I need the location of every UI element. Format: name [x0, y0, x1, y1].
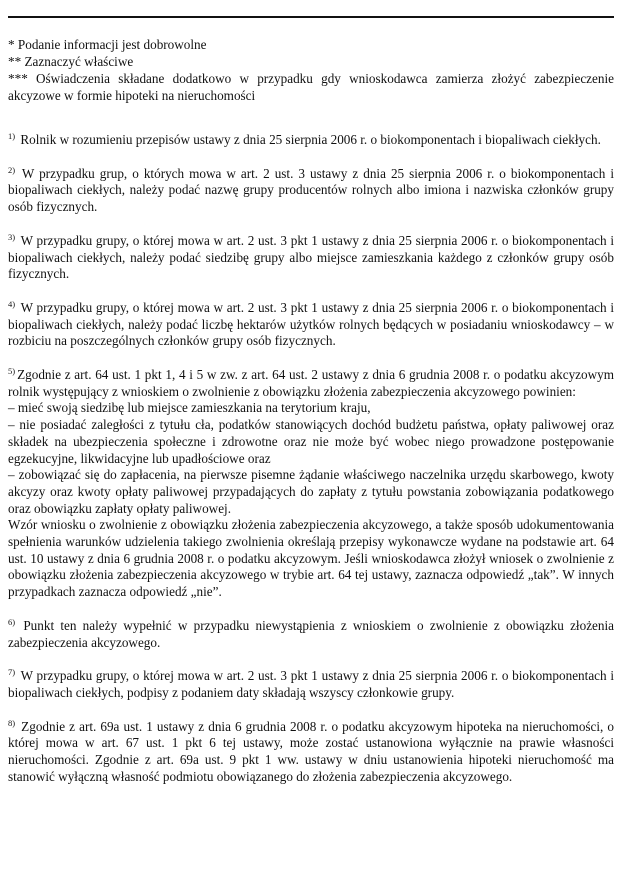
footnote-1-text: Rolnik w rozumieniu przepisów ustawy z dnia 25 sierpnia 2006 r. o biokomponentach i biopaliwach ciekłych. [20, 132, 601, 147]
top-divider [8, 16, 614, 18]
footnotes-list [8, 132, 614, 803]
note-optional: * Podanie informacji jest dobrowolne [8, 37, 207, 52]
footnote-3-text: W przypadku grupy, o której mowa w art. 2 ust. 3 pkt 1 ustawy z dnia 25 sierpnia 2006 r. o biokomponentach i biopaliwach ciekłych, należy podać siedzibę grupy albo miejsce zamieszkania każdego z członków grupy osób fizycznych. [8, 232, 614, 282]
footnote-1 [8, 132, 614, 149]
footnote-2 [8, 166, 614, 216]
note-select: ** Zaznaczyć właściwe [8, 54, 134, 69]
footnote-7-number: 7) [8, 667, 16, 678]
footnote-7-text: W przypadku grupy, o której mowa w art. 2 ust. 3 pkt 1 ustawy z dnia 25 sierpnia 2006 r. o biokomponentach i biopaliwach ciekłych, podpisy z podaniem daty składają wszyscy członkowie grupy. [8, 668, 614, 700]
footnote-8-number: 8) [8, 717, 16, 728]
footnote-1-number: 1) [8, 131, 16, 141]
footnote-8 [8, 719, 614, 786]
footnote-2-number: 2) [8, 164, 16, 175]
note-statements: *** Oświadczenia składane dodatkowo w przypadku gdy wnioskodawca zamierza złożyć zabezpieczenie akcyzowe w formie hipoteki na nieruchomości [8, 71, 614, 103]
footnote-5 [8, 367, 614, 601]
footnote-6 [8, 618, 614, 651]
footnote-5-item-3: – zobowiązać się do zapłacenia, na pierwsze pisemne żądanie właściwego naczelnika urzędu skarbowego, kwoty akcyzy oraz kwoty opłaty paliwowej przypadających do zapłaty z tytułu powstania zobowiązania podatkowego oraz obowiązku zapłaty opłaty paliwowej. [8, 467, 614, 516]
footnote-5-number: 5) [8, 366, 16, 377]
footnote-6-number: 6) [8, 616, 16, 627]
footnote-5-intro-line [8, 367, 614, 399]
footnote-2-text: W przypadku grup, o których mowa w art. 2 ust. 3 ustawy z dnia 25 sierpnia 2006 r. o biokomponentach i biopaliwach ciekłych, należy podać nazwę grupy producentów rolnych albo imiona i nazwiska członków grupy osób fizycznych. [8, 165, 615, 215]
document-page [8, 0, 614, 888]
footnote-5-item-2: – nie posiadać zaległości z tytułu cła, podatków stanowiących dochód budżetu państwa, opłaty paliwowej oraz składek na ubezpieczenia społeczne i zdrowotne oraz nie może być wobec niego prowadzone postępowanie egzekucyjne, likwidacyjne lub upadłościowe oraz [8, 417, 614, 466]
footnote-6-text: Punkt ten należy wypełnić w przypadku niewystąpienia z wnioskiem o zwolnienie z obowiązku złożenia zabezpieczenia akcyzowego. [8, 617, 615, 650]
footnote-5-intro: Zgodnie z art. 64 ust. 1 pkt 1, 4 i 5 w zw. z art. 64 ust. 2 ustawy z dnia 6 grudnia 2008 r. o podatku akcyzowym rolnik występujący z wnioskiem o zwolnienie z obowiązku złożenia zabezpieczenia akcyzowego powinien: [8, 367, 614, 399]
footnote-4 [8, 300, 614, 350]
footnote-3 [8, 233, 614, 283]
legend-notes [8, 36, 614, 104]
footnote-3-number: 3) [8, 231, 16, 242]
footnote-5-item-1: – mieć swoją siedzibę lub miejsce zamieszkania na terytorium kraju, [8, 400, 371, 416]
footnote-5-outro: Wzór wniosku o zwolnienie z obowiązku złożenia zabezpieczenia akcyzowego, a także sposób udokumentowania spełnienia warunków udzielenia takiego zwolnienia określają przepisy wykonawcze wydane na podstawie art. 64 ust. 10 ustawy z dnia 6 grudnia 2008 r. o podatku akcyzowym. Jeśli wnioskodawca złożył wniosek o zwolnienie z obowiązku złożenia zabezpieczenia akcyzowego w trybie art. 64 tej ustawy, zaznacza odpowiedź „tak”. W innych przypadkach zaznacza odpowiedź „nie”. [8, 517, 614, 600]
footnote-4-text: W przypadku grupy, o której mowa w art. 2 ust. 3 pkt 1 ustawy z dnia 25 sierpnia 2006 r. o biokomponentach i biopaliwach ciekłych, należy podać liczbę hektarów użytków rolnych będących w posiadaniu wnioskodawcy – w rozbiciu na poszczególnych członków grupy osób fizycznych. [8, 299, 614, 349]
footnote-7 [8, 668, 614, 701]
footnote-4-number: 4) [8, 298, 16, 309]
footnote-8-text: Zgodnie z art. 69a ust. 1 ustawy z dnia 6 grudnia 2008 r. o podatku akcyzowym hipoteka na nieruchomości, o której mowa w art. 67 ust. 1 pkt 6 tej ustawy, może zostać ustanowiona wyłącznie na prawie własności nieruchomości. Zgodnie z art. 69a ust. 9 pkt 1 ww. ustawy w dniu ustanowienia hipoteki nieruchomość ma stanowić wyłączną własność podmiotu obowiązanego do złożenia zabezpieczenia akcyzowego. [8, 718, 615, 784]
